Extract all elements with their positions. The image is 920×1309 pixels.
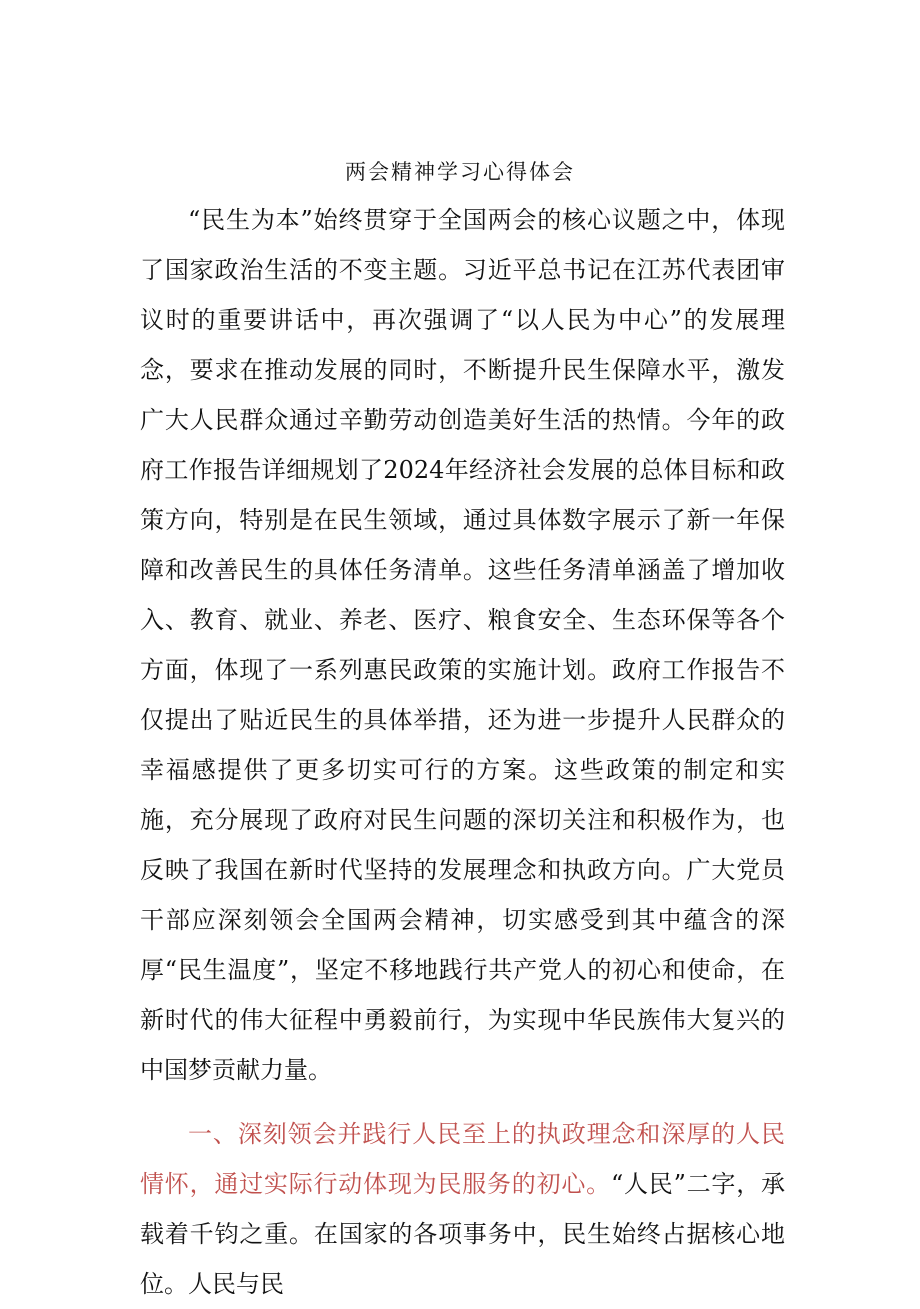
paragraph-intro <box>140 195 785 1095</box>
document-body <box>140 195 785 1309</box>
section-one-text: “人民”二字，承载着千钧之重。在国家的各项事务中，民生始终占据核心地位。人民与民 <box>140 1170 785 1298</box>
paragraph-intro-text: “民生为本”始终贯穿于全国两会的核心议题之中，体现了国家政治生活的不变主题。习近平总书记在江苏代表团审议时的重要讲话中，再次强调了“以人民为中心”的发展理念，要求在推动发展的同时，不断提升民生保障水平，激发广大人民群众通过辛勤劳动创造美好生活的热情。今年的政府工作报告详细规划了2024年经济社会发展的总体目标和政策方向，特别是在民生领域，通过具体数字展示了新一年保障和改善民生的具体任务清单。这些任务清单涵盖了增加收入、教育、就业、养老、医疗、粮食安全、生态环保等各个方面，体现了一系列惠民政策的实施计划。政府工作报告不仅提出了贴近民生的具体举措，还为进一步提升人民群众的幸福感提供了更多切实可行的方案。这些政策的制定和实施，充分展现了政府对民生问题的深切关注和积极作为，也反映了我国在新时代坚持的发展理念和执政方向。广大党员干部应深刻领会全国两会精神，切实感受到其中蕴含的深厚“民生温度”，坚定不移地践行共产党人的初心和使命，在新时代的伟大征程中勇毅前行，为实现中华民族伟大复兴的中国梦贡献力量。 <box>140 206 785 1084</box>
paragraph-section-one <box>140 1109 785 1309</box>
document-title: 两会精神学习心得体会 <box>345 160 575 184</box>
section-one-heading: 一、深刻领会并践行人民至上的执政理念和深厚的人民情怀，通过实际行动体现为民服务的初心。 <box>140 1120 785 1198</box>
